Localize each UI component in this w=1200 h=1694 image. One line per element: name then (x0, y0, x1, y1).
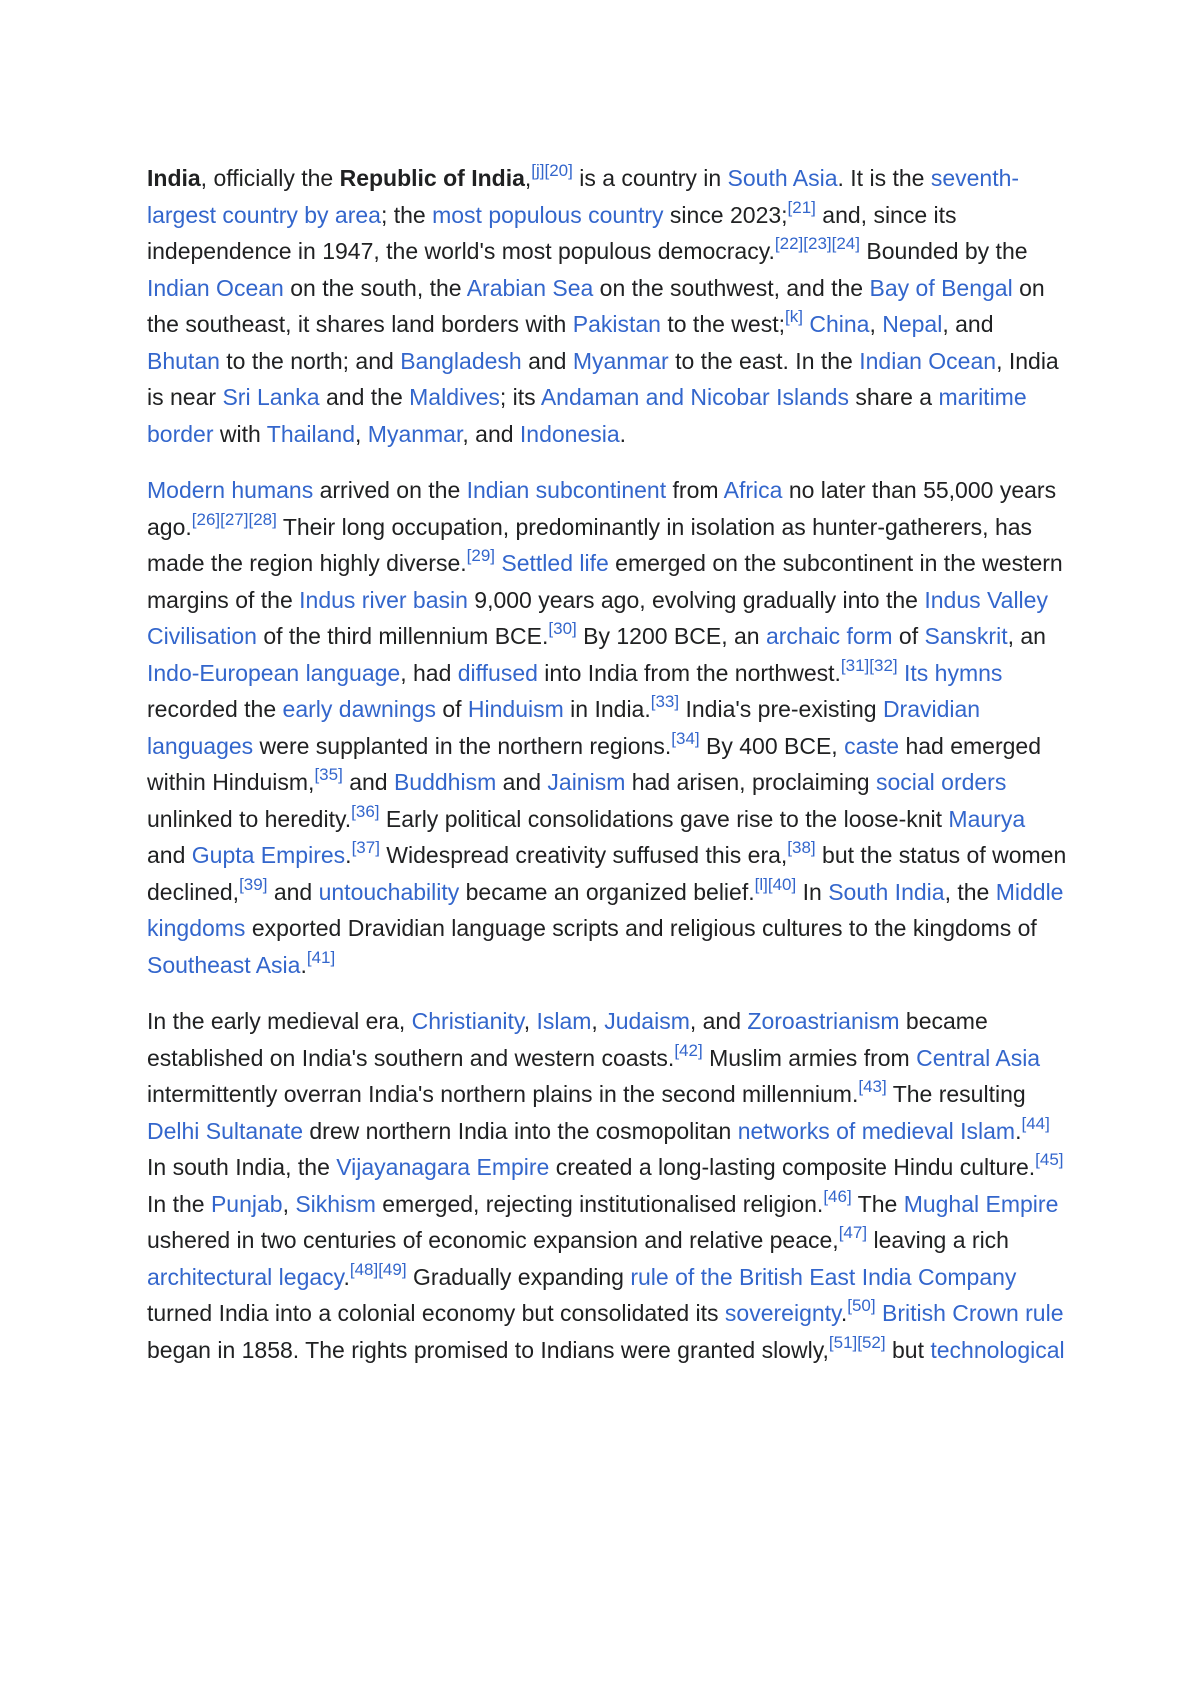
body-text: , officially the (200, 165, 340, 191)
link-rule-of-the-british-east-india-company[interactable]: rule of the British East India Company (630, 1263, 1017, 1290)
body-text: 9,000 years ago, evolving gradually into the (467, 586, 925, 613)
body-text: but (885, 1336, 931, 1363)
body-text: drew northern India into the cosmopolitan (303, 1117, 738, 1144)
body-text: to the north; and (219, 347, 401, 374)
body-text: , an (1007, 623, 1046, 649)
body-text: of (892, 623, 925, 649)
citation-link[interactable]: [36] (351, 801, 380, 821)
link-untouchability[interactable]: untouchability (318, 878, 460, 905)
body-text: unlinked to heredity. (147, 805, 352, 832)
citation (548, 619, 576, 638)
body-text: and (147, 842, 192, 868)
body-text: no later than 55,000 years ago. (147, 477, 1057, 540)
body-text: had arisen, proclaiming (625, 769, 876, 795)
body-text: , India is near (147, 347, 1059, 410)
citation (531, 161, 573, 180)
link-buddhism[interactable]: Buddhism (393, 769, 497, 795)
link-punjab[interactable]: Punjab (210, 1190, 283, 1217)
citation-link[interactable]: [51][52] (828, 1332, 886, 1352)
body-text: In south India, the (147, 1154, 337, 1180)
link-hinduism[interactable]: Hinduism (467, 696, 564, 722)
citation (314, 765, 342, 784)
body-text: . (343, 1263, 350, 1290)
body-text: and (342, 769, 394, 795)
citation (1035, 1150, 1063, 1169)
body-text: on the southwest, and the (593, 274, 870, 301)
body-text: Gradually expanding (406, 1263, 631, 1290)
citation (350, 1260, 407, 1279)
body-text: . (619, 420, 627, 447)
body-text: . (1015, 1117, 1022, 1144)
link-gupta-empires[interactable]: Gupta Empires (191, 842, 346, 868)
body-text: emerged on the subcontinent in the western margins of the (147, 550, 1063, 613)
link-judaism[interactable]: Judaism (604, 1008, 690, 1034)
link-archaic-form[interactable]: archaic form (765, 623, 893, 649)
citation (823, 1187, 851, 1206)
link-most-populous-country[interactable]: most populous country (432, 201, 664, 228)
link-diffused[interactable]: diffused (457, 659, 538, 686)
citation (307, 948, 335, 967)
body-text: , (869, 311, 883, 337)
link-indian-subcontinent[interactable]: Indian subcontinent (466, 477, 667, 503)
body-text: Muslim armies from (702, 1044, 917, 1071)
body-text: Widespread creativity suffused this era, (379, 842, 788, 868)
citation-link[interactable]: [46] (823, 1186, 852, 1206)
link-indus-valley-civilisation[interactable]: Indus Valley Civilisation (147, 586, 1048, 649)
citation-link[interactable]: [44] (1021, 1113, 1050, 1133)
body-text: exported Dravidian language scripts and religious cultures to the kingdoms of (245, 915, 1037, 941)
link-christianity[interactable]: Christianity (411, 1008, 524, 1034)
citation-link[interactable]: [39] (239, 874, 268, 894)
body-text: turned India into a colonial economy but consolidated its (147, 1300, 725, 1326)
link-sanskrit[interactable]: Sanskrit (924, 623, 1008, 649)
body-text: had emerged within Hinduism, (147, 732, 1042, 795)
body-text: Early political consolidations gave rise to the loose-knit (379, 805, 949, 832)
citation-link[interactable]: [l][40] (754, 874, 797, 894)
link-nepal[interactable]: Nepal (882, 311, 943, 337)
citation-link[interactable]: [35] (314, 765, 343, 784)
citation (192, 510, 277, 529)
citation-link[interactable]: [47] (838, 1223, 868, 1242)
body-text: and, since its independence in 1947, the world's most populous democracy. (147, 201, 957, 264)
citation-link[interactable]: [26][27][28] (191, 509, 277, 529)
link-arabian-sea[interactable]: Arabian Sea (466, 274, 594, 301)
body-text: share a (848, 384, 939, 410)
link-jainism[interactable]: Jainism (547, 769, 626, 795)
link-dravidian-languages[interactable]: Dravidian languages (147, 696, 981, 759)
body-text: The resulting (886, 1081, 1026, 1107)
body-text: , (523, 1008, 537, 1034)
citation (1021, 1114, 1049, 1133)
citation (847, 1296, 875, 1315)
citation (839, 1223, 867, 1242)
body-text: on the south, the (283, 274, 467, 301)
body-text: in India. (563, 696, 651, 722)
body-text: but the status of women declined, (147, 842, 1067, 905)
link-sikhism[interactable]: Sikhism (295, 1190, 376, 1217)
link-caste[interactable]: caste (844, 732, 900, 759)
body-text: from (666, 477, 724, 503)
body-text: By 1200 BCE, an (576, 623, 766, 649)
body-text: of (435, 696, 468, 722)
citation-link[interactable]: [41] (306, 947, 336, 967)
link-south-india[interactable]: South India (828, 878, 945, 905)
link-bay-of-bengal[interactable]: Bay of Bengal (869, 274, 1013, 301)
body-text: and (521, 347, 573, 374)
body-text: to the west; (660, 311, 785, 337)
body-text: were supplanted in the northern regions. (253, 732, 672, 759)
citation (775, 234, 860, 253)
citation-link[interactable]: [42] (674, 1040, 703, 1060)
body-text: ; its (499, 384, 541, 410)
link-maldives[interactable]: Maldives (409, 384, 500, 410)
body-text: began in 1858. The rights promised to Indians were granted slowly, (147, 1336, 829, 1363)
citation-link[interactable]: [j][20] (531, 161, 573, 180)
body-text: Bounded by the (860, 238, 1028, 264)
link-china[interactable]: China (809, 311, 870, 337)
body-text: , (355, 420, 368, 447)
citation-link[interactable]: [22][23][24] (774, 234, 860, 253)
link-sovereignty[interactable]: sovereignty (724, 1300, 841, 1326)
citation (651, 692, 679, 711)
link-andaman-and-nicobar-islands[interactable]: Andaman and Nicobar Islands (540, 384, 849, 410)
body-text: leaving a rich (867, 1227, 1009, 1253)
citation (829, 1333, 886, 1352)
citation (352, 838, 380, 857)
body-text: , (524, 165, 532, 191)
citation (671, 729, 699, 748)
link-seventh-largest-country-by-area[interactable]: seventh-largest country by area (147, 165, 1020, 228)
body-text: recorded the (147, 696, 283, 722)
citation (755, 875, 797, 894)
link-social-orders[interactable]: social orders (875, 769, 1007, 795)
link-indian-ocean[interactable]: Indian Ocean (859, 347, 997, 374)
citation-link[interactable]: [34] (671, 728, 700, 748)
link-myanmar[interactable]: Myanmar (572, 347, 669, 374)
body-text: India's pre-existing (679, 696, 883, 722)
body-text: since 2023; (663, 201, 788, 228)
link-technological[interactable]: technological (930, 1336, 1065, 1363)
citation (351, 802, 379, 821)
body-text: . (840, 1300, 848, 1326)
link-maurya[interactable]: Maurya (948, 805, 1026, 832)
link-southeast-asia[interactable]: Southeast Asia (147, 951, 301, 978)
bold-term: Republic of India (339, 165, 525, 191)
body-text: In the (147, 1190, 211, 1217)
citation-link[interactable]: [k] (784, 307, 803, 326)
body-text: ; the (380, 201, 433, 228)
body-text: , had (400, 659, 458, 686)
citation-link[interactable]: [21] (787, 197, 816, 217)
body-text: , the (944, 878, 996, 905)
body-text: and the (319, 384, 410, 410)
body-text: . It is the (837, 165, 931, 191)
paragraph-intro (147, 160, 1067, 452)
citation (858, 1077, 886, 1096)
body-text: created a long-lasting composite Hindu culture. (549, 1154, 1036, 1180)
body-text: In (796, 878, 829, 905)
citation-link[interactable]: [50] (847, 1296, 876, 1315)
citation-link[interactable]: [43] (858, 1077, 887, 1096)
body-text: and (496, 769, 548, 795)
body-text: with (213, 420, 267, 447)
link-islam[interactable]: Islam (536, 1008, 592, 1034)
link-indian-ocean[interactable]: Indian Ocean (147, 274, 284, 301)
link-its-hymns[interactable]: Its hymns (904, 659, 1003, 686)
link-indus-river-basin[interactable]: Indus river basin (299, 586, 468, 613)
body-text: of the third millennium BCE. (256, 623, 549, 649)
link-mughal-empire[interactable]: Mughal Empire (903, 1190, 1059, 1217)
link-maritime-border[interactable]: maritime border (147, 384, 1027, 447)
link-british-crown-rule[interactable]: British Crown rule (881, 1300, 1064, 1326)
citation (787, 838, 815, 857)
body-text: . (345, 842, 352, 868)
link-thailand[interactable]: Thailand (266, 420, 355, 447)
link-pakistan[interactable]: Pakistan (572, 311, 661, 337)
body-text: and (267, 878, 319, 905)
link-sri-lanka[interactable]: Sri Lanka (222, 384, 320, 410)
body-text: on the southeast, it shares land borders with (147, 274, 1045, 337)
body-text: intermittently overran India's northern plains in the second millennium. (147, 1081, 859, 1107)
link-south-asia[interactable]: South Asia (727, 165, 838, 191)
body-text: The (851, 1190, 904, 1217)
body-text: , and (689, 1008, 748, 1034)
link-central-asia[interactable]: Central Asia (916, 1044, 1041, 1071)
paragraph-ancient-history (147, 472, 1067, 983)
citation-link[interactable]: [37] (351, 838, 380, 857)
paragraph-medieval-history (147, 1003, 1067, 1368)
citation (788, 198, 816, 217)
citation-link[interactable]: [29] (466, 546, 495, 565)
link-modern-humans[interactable]: Modern humans (147, 477, 314, 503)
link-delhi-sultanate[interactable]: Delhi Sultanate (147, 1117, 303, 1144)
link-bangladesh[interactable]: Bangladesh (400, 347, 522, 374)
link-indo-european-language[interactable]: Indo-European language (147, 659, 401, 686)
link-vijayanagara-empire[interactable]: Vijayanagara Empire (336, 1154, 550, 1180)
citation (785, 307, 803, 326)
link-africa[interactable]: Africa (723, 477, 783, 503)
body-text: By 400 BCE, (699, 732, 845, 759)
body-text: , and (462, 420, 520, 447)
body-text: , (591, 1008, 605, 1034)
link-indonesia[interactable]: Indonesia (519, 420, 620, 447)
body-text: became established on India's southern and western coasts. (147, 1008, 988, 1071)
citation (467, 546, 495, 565)
body-text: , and (942, 311, 994, 337)
body-text: Their long occupation, predominantly in isolation as hunter-gatherers, has made the region highly diverse. (147, 513, 1033, 576)
citation (239, 875, 267, 894)
article-body (147, 160, 1067, 1388)
link-settled-life[interactable]: Settled life (501, 550, 609, 576)
link-middle-kingdoms[interactable]: Middle kingdoms (147, 878, 1064, 941)
citation (674, 1041, 702, 1060)
body-text: to the east. In the (668, 347, 860, 374)
citation-link[interactable]: [33] (650, 692, 680, 711)
link-bhutan[interactable]: Bhutan (147, 347, 220, 374)
link-myanmar[interactable]: Myanmar (367, 420, 463, 447)
link-zoroastrianism[interactable]: Zoroastrianism (747, 1008, 900, 1034)
body-text: arrived on the (313, 477, 467, 503)
citation (841, 656, 898, 675)
citation-link[interactable]: [48][49] (349, 1259, 407, 1279)
body-text: into India from the northwest. (537, 659, 841, 686)
body-text: ushered in two centuries of economic expansion and relative peace, (147, 1227, 839, 1253)
citation-link[interactable]: [30] (548, 619, 577, 638)
bold-term: India (147, 165, 201, 191)
body-text: emerged, rejecting institutionalised religion. (375, 1190, 824, 1217)
link-networks-of-medieval-islam[interactable]: networks of medieval Islam (737, 1117, 1016, 1144)
body-text: , (282, 1190, 296, 1217)
body-text: . (300, 951, 307, 978)
citation-link[interactable]: [45] (1035, 1150, 1064, 1169)
body-text: is a country in (572, 165, 728, 191)
citation-link[interactable]: [31][32] (840, 655, 898, 675)
link-early-dawnings[interactable]: early dawnings (282, 696, 436, 722)
citation-link[interactable]: [38] (787, 838, 816, 857)
link-architectural-legacy[interactable]: architectural legacy (147, 1263, 344, 1290)
body-text: became an organized belief. (459, 878, 755, 905)
body-text: In the early medieval era, (147, 1008, 412, 1034)
